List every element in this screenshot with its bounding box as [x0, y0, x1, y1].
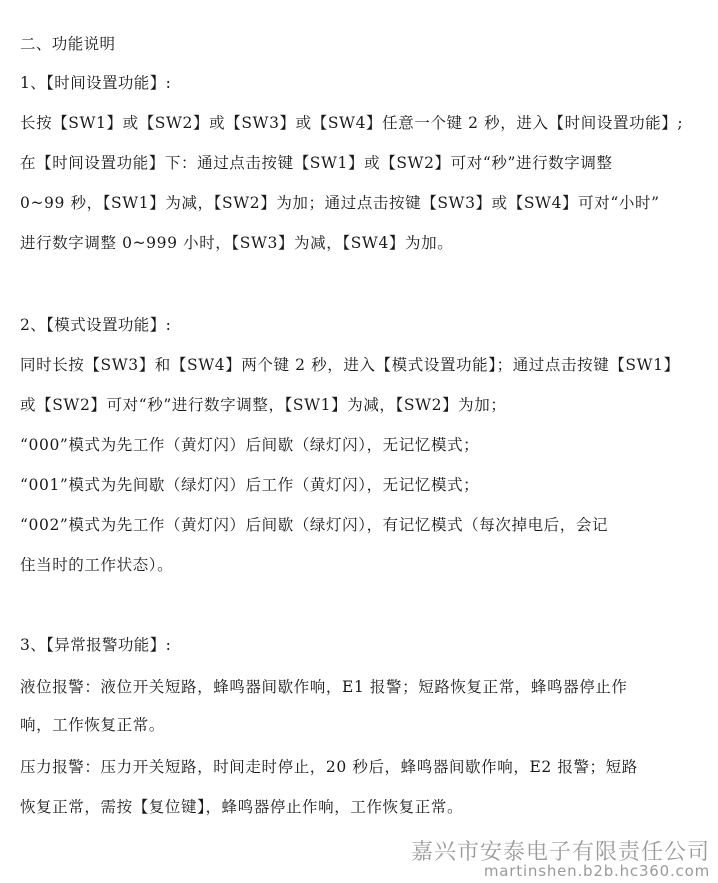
section-1-line: 长按【SW1】或【SW2】或【SW3】或【SW4】任意一个键 2 秒，进入【时间设置功能】; [20, 114, 684, 132]
section-3-heading: 3、【异常报警功能】: [20, 636, 172, 654]
section-2-line: “000”模式为先工作（黄灯闪）后间歇（绿灯闪），无记忆模式； [20, 436, 480, 454]
section-3-line: 恢复正常，需按【复位键】，蜂鸣器停止作响，工作恢复正常。 [20, 798, 464, 816]
section-1-line: 在【时间设置功能】下：通过点击按键【SW1】或【SW2】可对“秒”进行数字调整 [20, 154, 613, 172]
section-2-line: 住当时的工作状态）。 [20, 556, 174, 574]
watermark-company: 嘉兴市安泰电子有限责任公司 [410, 840, 710, 865]
section-1-line: 进行数字调整 0~999 小时，【SW3】为减，【SW4】为加。 [20, 234, 454, 252]
section-1-line: 0~99 秒，【SW1】为减，【SW2】为加；通过点击按键【SW3】或【SW4】可对“小时” [20, 194, 660, 212]
watermark-url: martinshen.b2b.hc360.com [483, 862, 710, 880]
section-2-line: 或【SW2】可对“秒”进行数字调整，【SW1】为减，【SW2】为加； [20, 396, 507, 414]
section-2-line: “002”模式为先工作（黄灯闪）后间歇（绿灯闪），有记忆模式（每次掉电后，会记 [20, 516, 609, 534]
document-title: 二、功能说明 [20, 35, 116, 53]
section-3-line: 压力报警：压力开关短路，时间走时停止，20 秒后，蜂鸣器间歇作响，E2 报警；短路 [20, 758, 638, 776]
section-3-line: 液位报警：液位开关短路，蜂鸣器间歇作响，E1 报警；短路恢复正常，蜂鸣器停止作 [20, 678, 628, 696]
section-1-heading: 1、【时间设置功能】: [20, 74, 172, 92]
section-2-line: “001”模式为先间歇（绿灯闪）后工作（黄灯闪），无记忆模式； [20, 476, 480, 494]
section-2-heading: 2、【模式设置功能】: [20, 316, 172, 334]
section-3-line: 响，工作恢复正常。 [20, 716, 165, 734]
section-2-line: 同时长按【SW3】和【SW4】两个键 2 秒，进入【模式设置功能】；通过点击按键【SW1】 [20, 356, 680, 374]
